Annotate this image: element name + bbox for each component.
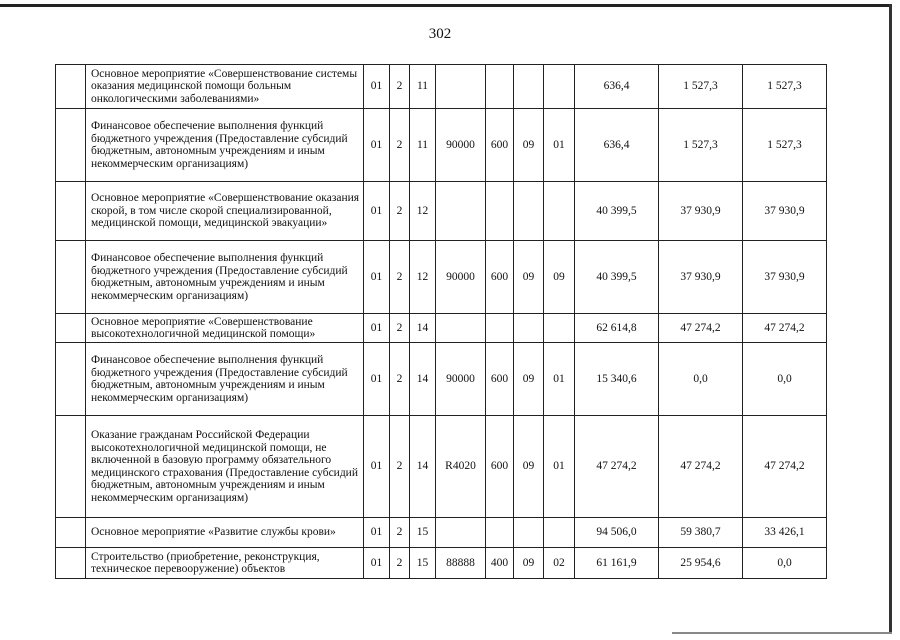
code-cell bbox=[486, 182, 514, 241]
code-cell: 15 bbox=[410, 548, 436, 579]
amount-cell: 636,4 bbox=[575, 109, 659, 182]
code-cell: 09 bbox=[514, 109, 544, 182]
code-cell bbox=[514, 65, 544, 109]
blank-cell bbox=[56, 343, 86, 416]
code-cell: 14 bbox=[410, 343, 436, 416]
amount-cell: 40 399,5 bbox=[575, 182, 659, 241]
amount-cell: 0,0 bbox=[743, 548, 827, 579]
amount-cell: 1 527,3 bbox=[743, 109, 827, 182]
code-cell: 12 bbox=[410, 182, 436, 241]
code-cell: 01 bbox=[364, 343, 390, 416]
code-cell: 09 bbox=[514, 416, 544, 518]
amount-cell: 59 380,7 bbox=[659, 518, 743, 548]
amount-cell: 636,4 bbox=[575, 65, 659, 109]
code-cell: 01 bbox=[364, 314, 390, 343]
table-body bbox=[56, 65, 827, 579]
table-row bbox=[56, 343, 827, 416]
code-cell: 11 bbox=[410, 65, 436, 109]
blank-cell bbox=[56, 109, 86, 182]
amount-cell: 1 527,3 bbox=[659, 109, 743, 182]
amount-cell: 47 274,2 bbox=[659, 314, 743, 343]
table-row bbox=[56, 182, 827, 241]
code-cell bbox=[544, 65, 575, 109]
top-border-line bbox=[0, 4, 892, 7]
row-name-cell: Оказание гражданам Российской Федерации высокотехнологичной медицинской помощи, не включенной в базовую программу обязательного медицинского страхования (Предоставление субсидий бюджетным, автономным учреждениям и иным некоммерческим организациям) bbox=[86, 416, 364, 518]
row-name-cell: Финансовое обеспечение выполнения функций бюджетного учреждения (Предоставление субсидий бюджетным, автономным учреждениям и иным некоммерческим организациям) bbox=[86, 241, 364, 314]
right-border-line bbox=[889, 4, 892, 634]
code-cell: 09 bbox=[514, 548, 544, 579]
code-cell: 90000 bbox=[436, 343, 486, 416]
row-name-cell: Основное мероприятие «Совершенствование высокотехнологичной медицинской помощи» bbox=[86, 314, 364, 343]
amount-cell: 62 614,8 bbox=[575, 314, 659, 343]
amount-cell: 37 930,9 bbox=[659, 241, 743, 314]
code-cell bbox=[436, 314, 486, 343]
code-cell: 01 bbox=[364, 182, 390, 241]
table-row bbox=[56, 241, 827, 314]
code-cell: 09 bbox=[514, 343, 544, 416]
amount-cell: 94 506,0 bbox=[575, 518, 659, 548]
code-cell: 14 bbox=[410, 314, 436, 343]
table-row bbox=[56, 314, 827, 343]
table-row bbox=[56, 518, 827, 548]
amount-cell: 37 930,9 bbox=[659, 182, 743, 241]
code-cell: 12 bbox=[410, 241, 436, 314]
amount-cell: 15 340,6 bbox=[575, 343, 659, 416]
blank-cell bbox=[56, 548, 86, 579]
code-cell: 2 bbox=[390, 548, 410, 579]
code-cell: 01 bbox=[364, 65, 390, 109]
code-cell: 2 bbox=[390, 314, 410, 343]
amount-cell: 40 399,5 bbox=[575, 241, 659, 314]
code-cell bbox=[436, 518, 486, 548]
blank-cell bbox=[56, 182, 86, 241]
amount-cell: 37 930,9 bbox=[743, 241, 827, 314]
table-row bbox=[56, 109, 827, 182]
code-cell bbox=[544, 518, 575, 548]
code-cell: 01 bbox=[544, 416, 575, 518]
amount-cell: 47 274,2 bbox=[659, 416, 743, 518]
blank-cell bbox=[56, 416, 86, 518]
code-cell: 01 bbox=[364, 109, 390, 182]
code-cell: 01 bbox=[364, 548, 390, 579]
code-cell bbox=[514, 314, 544, 343]
code-cell: 01 bbox=[544, 109, 575, 182]
row-name-cell: Основное мероприятие «Развитие службы крови» bbox=[86, 518, 364, 548]
code-cell: 2 bbox=[390, 182, 410, 241]
code-cell: 09 bbox=[544, 241, 575, 314]
amount-cell: 33 426,1 bbox=[743, 518, 827, 548]
amount-cell: 37 930,9 bbox=[743, 182, 827, 241]
blank-cell bbox=[56, 241, 86, 314]
code-cell: 88888 bbox=[436, 548, 486, 579]
code-cell: 2 bbox=[390, 343, 410, 416]
code-cell: 02 bbox=[544, 548, 575, 579]
blank-cell bbox=[56, 518, 86, 548]
amount-cell: 1 527,3 bbox=[743, 65, 827, 109]
code-cell: 11 bbox=[410, 109, 436, 182]
code-cell: 01 bbox=[544, 343, 575, 416]
code-cell: 01 bbox=[364, 518, 390, 548]
bottom-scan-line bbox=[672, 632, 892, 634]
row-name-cell: Основное мероприятие «Совершенствование системы оказания медицинской помощи больным онкологическими заболеваниями» bbox=[86, 65, 364, 109]
amount-cell: 1 527,3 bbox=[659, 65, 743, 109]
code-cell bbox=[486, 314, 514, 343]
code-cell: 2 bbox=[390, 241, 410, 314]
amount-cell: 61 161,9 bbox=[575, 548, 659, 579]
blank-cell bbox=[56, 65, 86, 109]
code-cell: R4020 bbox=[436, 416, 486, 518]
amount-cell: 47 274,2 bbox=[743, 416, 827, 518]
code-cell: 600 bbox=[486, 416, 514, 518]
code-cell bbox=[514, 182, 544, 241]
code-cell: 600 bbox=[486, 241, 514, 314]
code-cell: 2 bbox=[390, 416, 410, 518]
budget-table bbox=[55, 64, 827, 579]
code-cell: 90000 bbox=[436, 241, 486, 314]
row-name-cell: Финансовое обеспечение выполнения функций бюджетного учреждения (Предоставление субсидий бюджетным, автономным учреждениям и иным некоммерческим организациям) bbox=[86, 343, 364, 416]
code-cell: 600 bbox=[486, 109, 514, 182]
row-name-cell: Финансовое обеспечение выполнения функций бюджетного учреждения (Предоставление субсидий бюджетным, автономным учреждениям и иным некоммерческим организациям) bbox=[86, 109, 364, 182]
amount-cell: 0,0 bbox=[659, 343, 743, 416]
row-name-cell: Основное мероприятие «Совершенствование оказания скорой, в том числе скорой специализированной, медицинской помощи, медицинской эвакуации» bbox=[86, 182, 364, 241]
code-cell: 01 bbox=[364, 416, 390, 518]
code-cell: 09 bbox=[514, 241, 544, 314]
amount-cell: 47 274,2 bbox=[743, 314, 827, 343]
code-cell bbox=[544, 314, 575, 343]
amount-cell: 47 274,2 bbox=[575, 416, 659, 518]
blank-cell bbox=[56, 314, 86, 343]
code-cell: 400 bbox=[486, 548, 514, 579]
code-cell: 01 bbox=[364, 241, 390, 314]
table-row bbox=[56, 548, 827, 579]
table-row bbox=[56, 416, 827, 518]
amount-cell: 25 954,6 bbox=[659, 548, 743, 579]
code-cell bbox=[436, 182, 486, 241]
page-number: 302 bbox=[428, 26, 452, 42]
code-cell: 2 bbox=[390, 109, 410, 182]
code-cell: 15 bbox=[410, 518, 436, 548]
row-name-cell: Строительство (приобретение, реконструкция, техническое перевооружение) объектов bbox=[86, 548, 364, 579]
table-row bbox=[56, 65, 827, 109]
code-cell bbox=[486, 518, 514, 548]
code-cell: 2 bbox=[390, 518, 410, 548]
code-cell: 14 bbox=[410, 416, 436, 518]
code-cell: 2 bbox=[390, 65, 410, 109]
code-cell bbox=[544, 182, 575, 241]
amount-cell: 0,0 bbox=[743, 343, 827, 416]
code-cell: 90000 bbox=[436, 109, 486, 182]
code-cell bbox=[486, 65, 514, 109]
code-cell: 600 bbox=[486, 343, 514, 416]
code-cell bbox=[514, 518, 544, 548]
code-cell bbox=[436, 65, 486, 109]
